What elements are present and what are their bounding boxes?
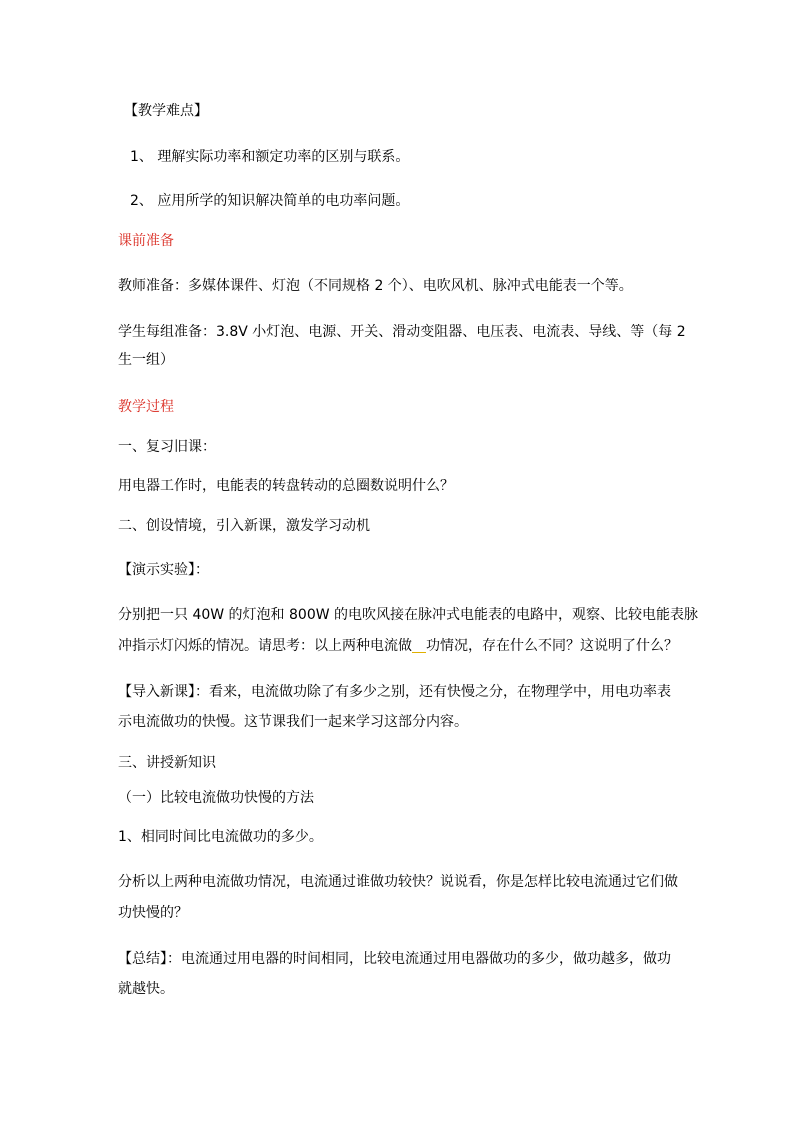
demo-line-2 bbox=[118, 637, 678, 655]
student-prep-line-1: 学生每组准备：3.8V 小灯泡、电源、开关、滑动变阻器、电压表、电流表、导线、等（每 2 bbox=[118, 324, 686, 340]
analysis-line-2: 功快慢的？ bbox=[118, 905, 188, 921]
summary-line-2: 就越快。 bbox=[118, 981, 174, 997]
demo-line-2-part-a: 冲指示灯闪烁的情况。请思考：以上两种电流做 bbox=[118, 638, 412, 654]
difficulty-heading: 【教学难点】 bbox=[124, 103, 208, 119]
student-prep-line-2: 生一组） bbox=[118, 352, 174, 368]
review-heading: 一、复习旧课： bbox=[118, 439, 216, 455]
difficulty-item-2: 2、 应用所学的知识解决简单的电功率问题。 bbox=[130, 193, 410, 209]
teacher-prep: 教师准备：多媒体课件、灯泡（不同规格 2 个）、电吹风机、脉冲式电能表一个等。 bbox=[118, 278, 633, 294]
process-heading: 教学过程 bbox=[118, 399, 174, 415]
difficulty-item-1: 1、 理解实际功率和额定功率的区别与联系。 bbox=[130, 149, 410, 165]
summary-line-1: 【总结】：电流通过用电器的时间相同，比较电流通过用电器做功的多少，做功越多，做功 bbox=[118, 951, 671, 967]
sub-1-heading: （一）比较电流做功快慢的方法 bbox=[118, 790, 314, 806]
demo-line-2-part-b: 功情况，存在什么不同？这说明了什么？ bbox=[426, 638, 678, 654]
prep-heading: 课前准备 bbox=[118, 233, 174, 249]
section-3-heading: 三、讲授新知识 bbox=[118, 755, 216, 771]
review-question: 用电器工作时，电能表的转盘转动的总圈数说明什么？ bbox=[118, 478, 454, 494]
demo-heading: 【演示实验】： bbox=[118, 562, 209, 578]
intro-line-1: 【导入新课】：看来，电流做功除了有多少之别，还有快慢之分，在物理学中，用电功率表 bbox=[118, 684, 671, 700]
intro-line-2: 示电流做功的快慢。这节课我们一起来学习这部分内容。 bbox=[118, 714, 468, 730]
point-1: 1、相同时间比电流做功的多少。 bbox=[118, 829, 323, 845]
analysis-line-1: 分析以上两种电流做功情况，电流通过谁做功较快？说说看，你是怎样比较电流通过它们做 bbox=[118, 874, 678, 890]
blank-underline-mark bbox=[412, 637, 426, 655]
section-2-heading: 二、创设情境，引入新课，激发学习动机 bbox=[118, 518, 370, 534]
demo-line-1: 分别把一只 40W 的灯泡和 800W 的电吹风接在脉冲式电能表的电路中，观察、比较电能表脉 bbox=[118, 607, 699, 623]
